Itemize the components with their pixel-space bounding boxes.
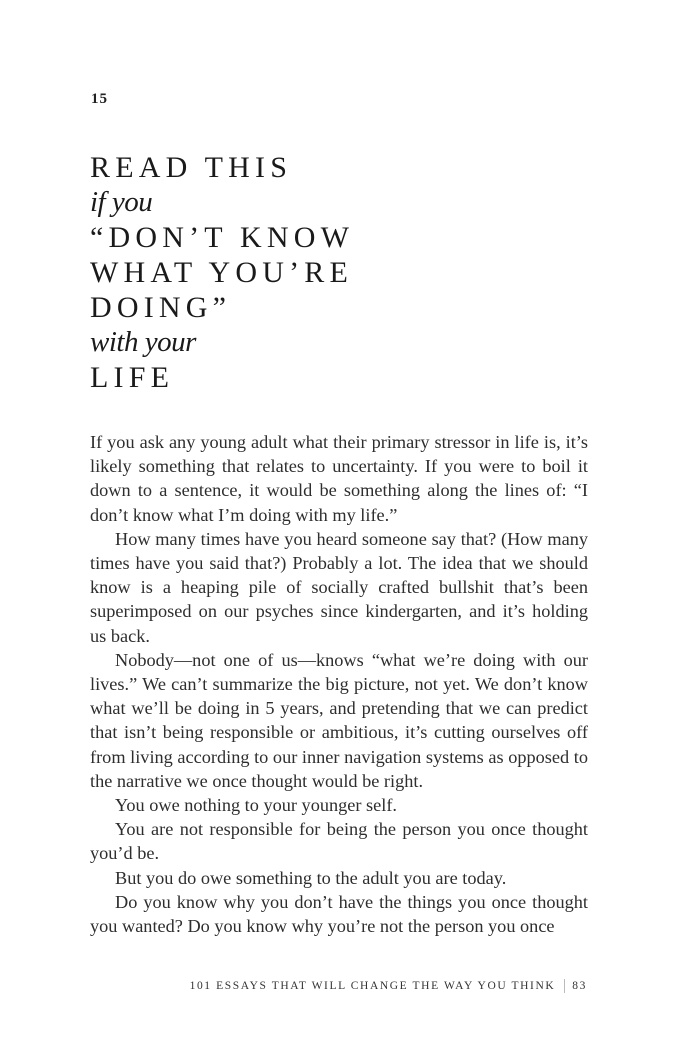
paragraph: Do you know why you don’t have the things you once thought you wanted? Do you know why you’re not the person you once [90,891,588,937]
essay-body [90,430,588,938]
paragraph: If you ask any young adult what their primary stressor in life is, it’s likely something that relates to uncertainty. If you were to boil it down to a sentence, it would be something along the lines of: “I don’t know what I’m doing with my life.” [90,432,588,525]
title-line: READ THIS [90,151,293,184]
title-line: with your [90,326,196,358]
paragraph: You owe nothing to your younger self. [115,795,397,816]
title-line: if you [90,186,153,218]
book-title: 101 ESSAYS THAT WILL CHANGE THE WAY YOU THINK [189,980,556,992]
running-footer [190,979,587,993]
footer-divider [564,979,565,993]
title-line: LIFE [90,361,175,394]
title-line: DOING” [90,291,232,324]
paragraph: Nobody—not one of us—knows “what we’re doing with our lives.” We can’t summarize the big picture, not yet. We don’t know what we’ll be doing in 5 years, and pretending that we can predict that isn’t being responsible or ambitious, it’s cutting ourselves off from living according to our inner navigation systems as opposed to the narrative we once thought would be right. [90,649,588,791]
paragraph: How many times have you heard someone say that? (How many times have you said that?) Probably a lot. The idea that we should know is a heaping pile of socially crafted bullshit that’s been superimposed on our psyches since kindergarten, and it’s holding us back. [90,528,588,646]
paragraph: You are not responsible for being the person you once thought you’d be. [90,819,588,864]
chapter-title [90,150,354,395]
paragraph: But you do owe something to the adult you are today. [115,867,507,888]
chapter-number: 15 [91,91,108,107]
title-line: WHAT YOU’RE [90,256,354,289]
page-number: 83 [572,980,587,992]
title-line: “DON’T KNOW [90,221,355,254]
